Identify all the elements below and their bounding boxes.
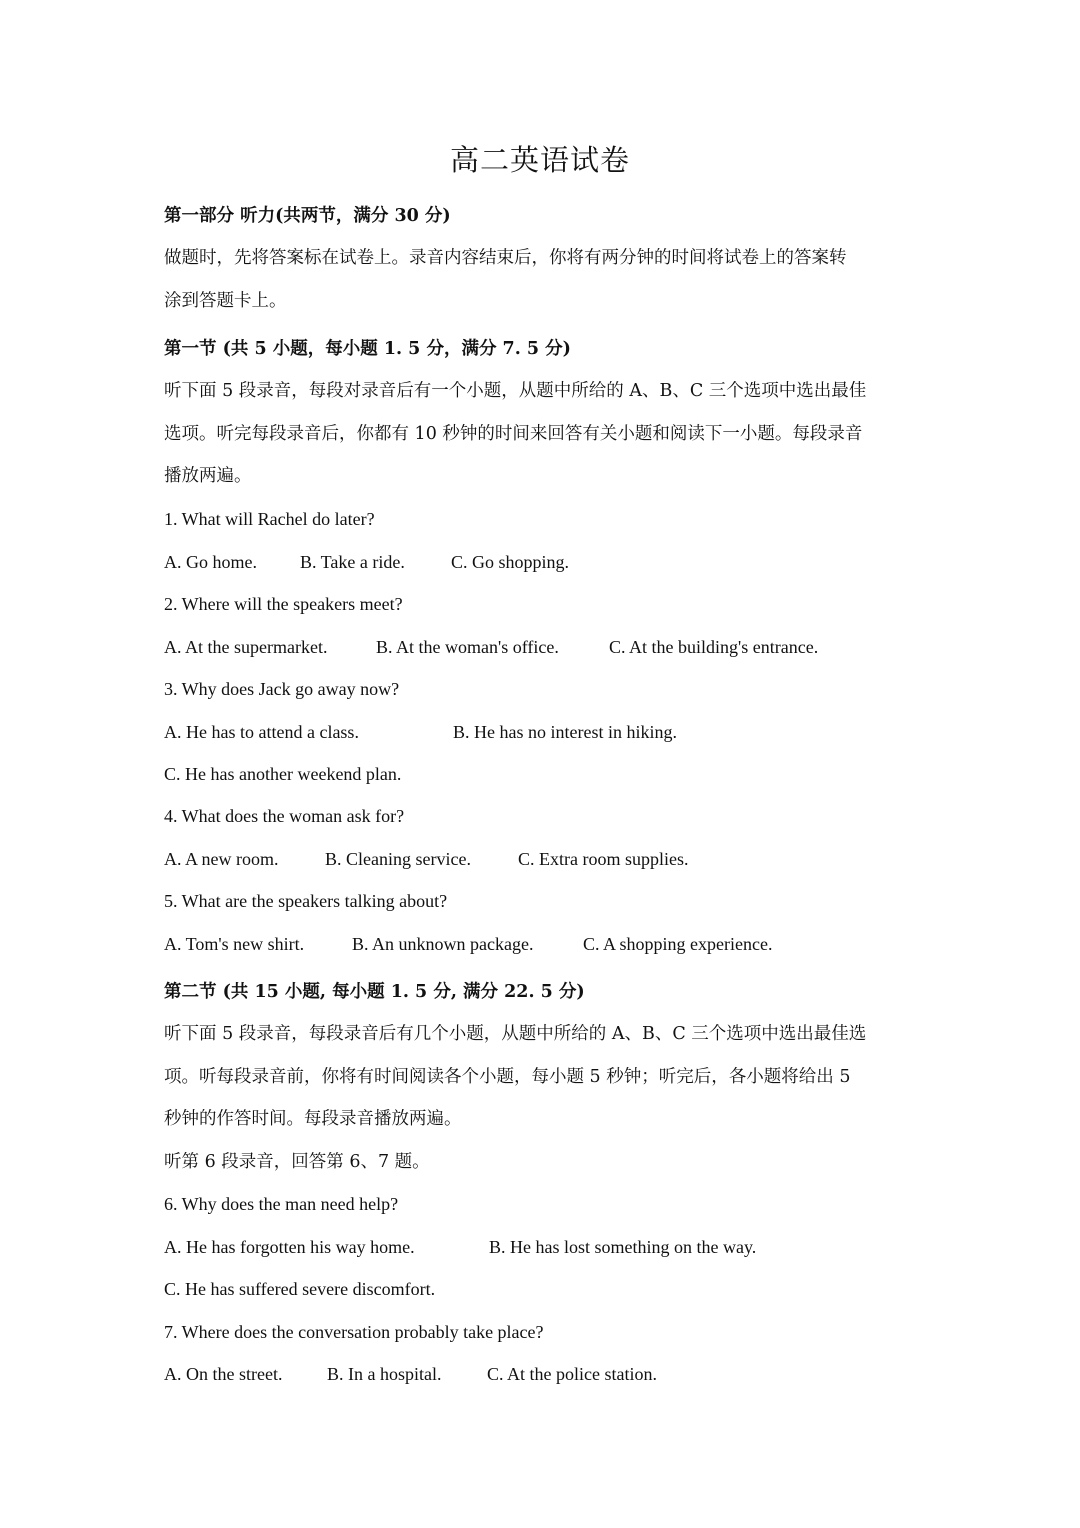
part1-instruction-line-2: 涂到答题卡上。: [164, 291, 287, 311]
section1-instruction-line-2: 选项。听完每段录音后，你都有 10 秒钟的时间来回答有关小题和阅读下一小题。每段录音: [164, 424, 863, 444]
question-2-option-b: B. At the woman's office.: [376, 637, 559, 657]
question-1-option-c: C. Go shopping.: [451, 552, 570, 572]
audio-6-intro: 听第 6 段录音，回答第 6、7 题。: [164, 1152, 430, 1172]
question-1-option-a: A. Go home.: [164, 552, 257, 572]
question-7: 7. Where does the conversation probably take place?: [164, 1322, 544, 1342]
question-7-option-a: A. On the street.: [164, 1364, 283, 1384]
question-4-option-a: A. A new room.: [164, 849, 279, 869]
question-3: 3. Why does Jack go away now?: [164, 679, 400, 699]
question-3-option-b: B. He has no interest in hiking.: [453, 722, 677, 742]
exam-title: 高二英语试卷: [449, 143, 630, 177]
question-4-option-b: B. Cleaning service.: [325, 849, 471, 869]
question-2-option-a: A. At the supermarket.: [164, 637, 328, 657]
question-6: 6. Why does the man need help?: [164, 1194, 399, 1214]
part1-heading: 第一部分 听力(共两节，满分 30 分): [164, 206, 451, 226]
question-4: 4. What does the woman ask for?: [164, 806, 405, 826]
question-6-option-a: A. He has forgotten his way home.: [164, 1237, 415, 1257]
question-6-option-b: B. He has lost something on the way.: [489, 1237, 757, 1257]
section2-instruction-line-1: 听下面 5 段录音，每段录音后有几个小题，从题中所给的 A、B、C 三个选项中选出最佳选: [164, 1024, 867, 1044]
part1-instruction-line-1: 做题时，先将答案标在试卷上。录音内容结束后，你将有两分钟的时间将试卷上的答案转: [164, 248, 847, 268]
question-5-option-b: B. An unknown package.: [352, 934, 534, 954]
section2-instruction-line-3: 秒钟的作答时间。每段录音播放两遍。: [164, 1109, 462, 1129]
question-1: 1. What will Rachel do later?: [164, 509, 375, 529]
section1-heading: 第一节 (共 5 小题，每小题 1. 5 分，满分 7. 5 分): [164, 339, 571, 359]
question-5-option-c: C. A shopping experience.: [583, 934, 773, 954]
question-6-option-c: C. He has suffered severe discomfort.: [164, 1279, 436, 1299]
question-3-option-c: C. He has another weekend plan.: [164, 764, 402, 784]
question-2: 2. Where will the speakers meet?: [164, 594, 403, 614]
section2-heading: 第二节 (共 15 小题, 每小题 1. 5 分, 满分 22. 5 分): [164, 982, 585, 1002]
question-5: 5. What are the speakers talking about?: [164, 891, 448, 911]
question-5-option-a: A. Tom's new shirt.: [164, 934, 305, 954]
section2-instruction-line-2: 项。听每段录音前，你将有时间阅读各个小题，每小题 5 秒钟；听完后，各小题将给出 5: [164, 1067, 851, 1087]
question-1-option-b: B. Take a ride.: [300, 552, 405, 572]
section1-instruction-line-3: 播放两遍。: [164, 466, 252, 486]
section1-instruction-line-1: 听下面 5 段录音，每段对录音后有一个小题，从题中所给的 A、B、C 三个选项中选出最佳: [164, 381, 867, 401]
question-3-option-a: A. He has to attend a class.: [164, 722, 359, 742]
question-7-option-c: C. At the police station.: [487, 1364, 657, 1384]
question-4-option-c: C. Extra room supplies.: [518, 849, 689, 869]
question-2-option-c: C. At the building's entrance.: [609, 637, 819, 657]
question-7-option-b: B. In a hospital.: [327, 1364, 442, 1384]
